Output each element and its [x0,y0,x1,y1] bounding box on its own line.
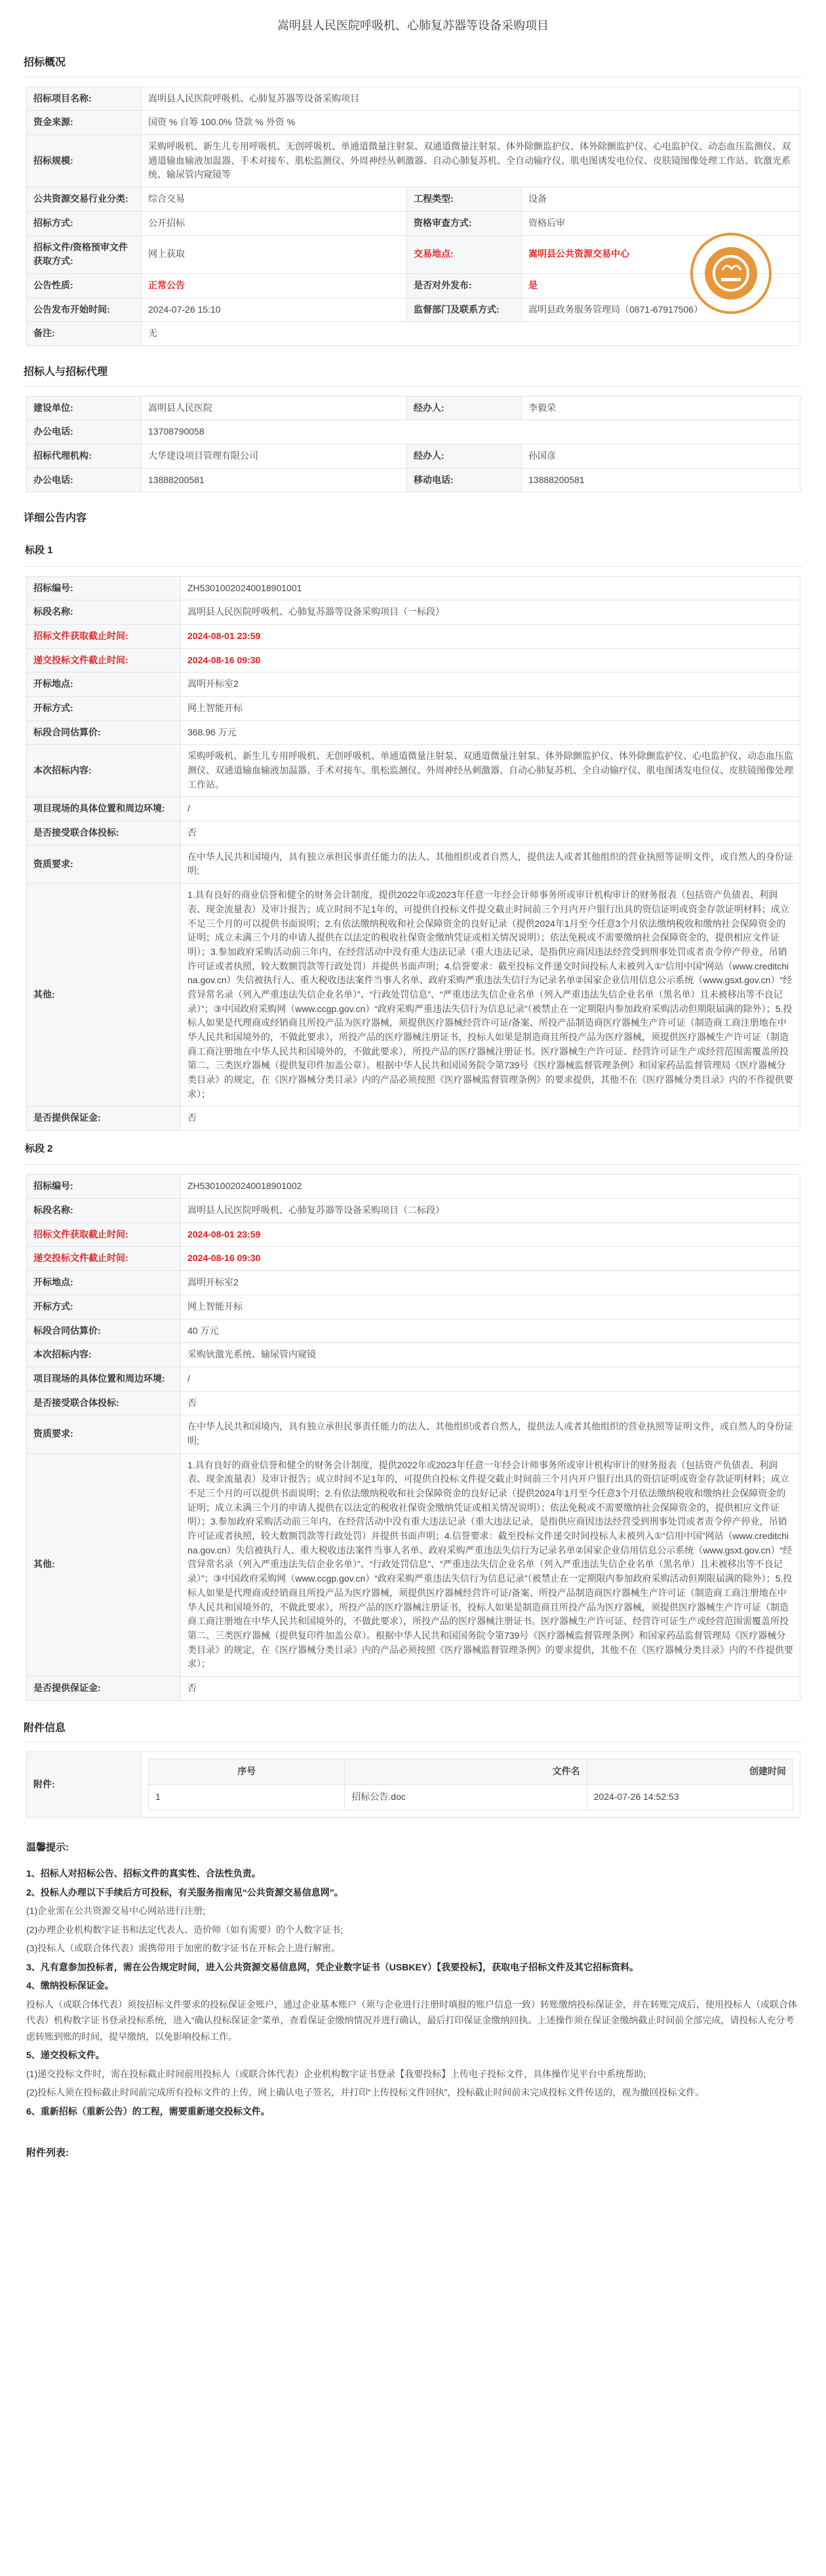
external-value: 是 [522,273,800,298]
table-row [27,845,800,883]
site-value: / [181,797,800,821]
parties-table [26,396,800,493]
table-row [27,1319,800,1343]
tip-item: 3、凡有意参加投标者，需在公告规定时间，进入公共资源交易信息网，凭企业数字证书（USBKEY）【我要投标】，获取电子招标文件及其它招标资料。 [26,1961,639,1972]
field-label: 开标方式: [27,1295,181,1319]
table-header-row [149,1759,793,1785]
section-title-overview: 招标概况 [24,56,66,68]
field-label: 是否提供保证金: [27,1676,181,1700]
field-label: 是否接受联合体投标: [27,1391,181,1415]
table-row [27,1343,800,1367]
phone-value: 13708790058 [142,420,800,444]
manager-value: 李毅荣 [522,396,800,420]
table-row [27,1271,800,1295]
field-label: 经办人: [407,444,522,469]
table-row [27,135,800,187]
column-header: 序号 [149,1759,345,1785]
field-label: 交易地点: [407,235,522,273]
section-title-parties: 招标人与招标代理 [24,366,108,378]
mobile-value: 13888200581 [522,468,800,492]
table-row [27,624,800,648]
open-method-value: 网上智能开标 [181,1295,800,1319]
field-label: 标段合同估算价: [27,720,181,745]
field-label: 递交投标文件截止时间: [27,648,181,673]
field-label: 招标方式: [27,211,142,235]
field-label: 招标编号: [27,1175,181,1199]
column-header: 创建时间 [587,1759,793,1785]
publish-time-value: 2024-07-26 15:10 [142,298,407,322]
table-row [27,444,800,469]
table-row [27,187,800,212]
table-row [27,1415,800,1453]
agency-value: 大华建设项目管理有限公司 [142,444,407,469]
table-row [27,1247,800,1271]
open-place-value: 嵩明开标室2 [181,673,800,697]
tip-item: (2)办理企业机构数字证书和法定代表人、造价师（如有需要）的个人数字证书; [26,1924,343,1935]
method-value: 公开招标 [142,211,407,235]
field-label: 资质要求: [27,845,181,883]
field-label: 移动电话: [407,468,522,492]
table-row [27,273,800,298]
category-value: 综合交易 [142,187,407,212]
credit-value: 否 [181,1106,800,1131]
page-title: 嵩明县人民医院呼吸机、心肺复苏器等设备采购项目 [277,19,549,32]
field-label: 资金来源: [27,111,142,135]
venue-value: 嵩明县公共资源交易中心 [522,235,800,273]
seg-value: 嵩明县人民医院呼吸机、心肺复苏器等设备采购项目（二标段） [181,1199,800,1223]
section-title-attachment: 附件信息 [24,1722,66,1734]
lot-table [26,1174,800,1700]
tips-title: 温馨提示: [26,1841,69,1853]
field-label: 是否接受联合体投标: [27,821,181,846]
field-label: 标段合同估算价: [27,1319,181,1343]
table-row [27,720,800,745]
table-cell: 2024-07-26 14:52:53 [587,1785,793,1810]
tenderer-value: 嵩明县人民医院 [142,396,407,420]
lot-title: 标段 2 [25,1143,53,1155]
tip-item: (1)递交投标文件时，需在投标截止时间前用投标人（或联合体代表）企业机构数字证书登录【我要投标】上传电子投标文件，具体操作见平台中系统帮助; [26,2068,646,2079]
attachment-file-link[interactable]: 招标公告.doc [345,1785,587,1810]
tip-item: 2、投标人办理以下手续后方可投标，有关服务指南见“公共资源交易信息网”。 [26,1886,344,1898]
official-seal-icon [688,231,774,316]
table-row [27,420,800,444]
table-row [27,576,800,600]
file-deadline-value: 2024-08-01 23:59 [181,1222,800,1247]
tip-item: 1、招标人对招标公告、招标文件的真实性、合法性负责。 [26,1868,261,1879]
supervisor-value: 嵩明县政务服务管理局（0871-67917506） [522,298,800,322]
field-label: 递交投标文件截止时间: [27,1247,181,1271]
table-cell: 1 [149,1785,345,1810]
table-row [27,1752,800,1817]
tip-item: 6、重新招标（重新公告）的工程，需要重新递交投标文件。 [26,2105,270,2117]
bid-deadline-value: 2024-08-16 09:30 [181,648,800,673]
table-row [27,884,800,1106]
tips-list [24,1865,802,2119]
table-row [27,396,800,420]
field-label: 公告发布开始时间: [27,298,142,322]
table-row [27,1676,800,1700]
table-row [27,821,800,846]
field-label: 办公电话: [27,420,142,444]
field-label: 工程类型: [407,187,522,212]
table-row [27,1175,800,1199]
table-row [27,468,800,492]
table-row [27,600,800,625]
consortium-value: 否 [181,1391,800,1415]
field-label: 招标规模: [27,135,142,187]
field-label: 开标地点: [27,1271,181,1295]
table-row [27,745,800,797]
field-label: 项目现场的具体位置和周边环境: [27,797,181,821]
content-value: 采购钬激光系统、输尿管内窥镜 [181,1343,800,1367]
notice-type-value: 正常公告 [142,273,407,298]
content-value: 采购呼吸机、新生儿专用呼吸机、无创呼吸机、单通道微量注射泵、双通道微量注射泵、体外除颤监护仪、体外除颤监护仪、心电监护仪、动态血压监测仪、双通道输血输液加温器、手术对接车、肌松监测仪、外周神经丛刺激器、自动心肺复苏机、全自动输疗仪、肌电图诱发电位仪、皮肤镜图像处理工作站。 [181,745,800,797]
field-label: 建设单位: [27,396,142,420]
field-label: 招标文件获取截止时间: [27,624,181,648]
tip-item: 投标人（或联合体代表）须按招标文件要求的投标保证金账户，通过企业基本账户（须与企业进行注册时填报的账户信息一致）转账缴纳投标保证金，并在转账完成后，使用投标人（或联合体代表）机构数字证书登录投标系统，进入“确认投标保证金”菜单，查看保证金缴纳情况并进行确认，最后打印保证金缴纳回执。上述操作须在保证金缴纳截止时间前全部完成，请投标人充分考虑转账到账的时间，提早缴纳，以免影响投标工作。 [26,1999,797,2042]
field-label: 招标项目名称: [27,87,142,111]
table-row [27,87,800,111]
field-label: 公告性质: [27,273,142,298]
field-label: 开标方式: [27,696,181,720]
table-row [27,1295,800,1319]
consortium-value: 否 [181,821,800,846]
field-label: 资质要求: [27,1415,181,1453]
field-label: 招标文件/资格预审文件获取方式: [27,235,142,273]
contract-value: 40 万元 [181,1319,800,1343]
tip-item: 5、递交投标文件。 [26,2050,105,2061]
code-value: ZH53010020240018901001 [181,576,800,600]
field-label: 是否对外发布: [407,273,522,298]
field-label: 标段名称: [27,1199,181,1223]
contract-value: 368.96 万元 [181,720,800,745]
table-row [27,1367,800,1391]
field-label: 本次招标内容: [27,1343,181,1367]
bid-deadline-value: 2024-08-16 09:30 [181,1247,800,1271]
lot-table [26,576,800,1131]
credit-value: 否 [181,1676,800,1700]
attachment-table [26,1751,800,1817]
field-label: 项目现场的具体位置和周边环境: [27,1367,181,1391]
table-row [27,111,800,135]
overview-table [26,87,800,346]
field-label: 资格审查方式: [407,211,522,235]
other-value: 1.具有良好的商业信誉和健全的财务会计制度，提供2022年或2023年任意一年经会计师事务所或审计机构审计的财务报表（包括资产负债表、利润表、现金流量表）及审计报告；成立时间不足1年的，可提供自投标文件提交截止时间前三个月内开户银行出具的资信证明或资金存款证明材料；成立不足三个月的可以提供书面说明；2.有依法缴纳税收和社会保障资金的良好记录（提供2024年1月至今任意3个月依法缴纳税收和缴纳社会保障资金的证明；成立未满三个月的申请人提供在以法定的税收社保资金缴纳凭证或相关情况说明）；依法免税或不需要缴纳社会保障资金的，提供相应文件证明）；3.参加政府采购活动前三年内，在经营活动中没有重大违法记录（重大违法记录，是指供应商因违法经营受到刑事处罚或者责令停产停业，吊销许可证或者执照，较大数额罚款等行政处罚）并提供书面声明；4.信誉要求：截至投标文件递交时间投标人未被列入①“信用中国”网站（www.creditchina.gov.cn）失信被执行人、重大税收违法案件当事人名单、政府采购严重违法失信行为记录名单②国家企业信用信息公示系统（www.gsxt.gov.cn）“经营异常名录（列入严重违法失信企业名单）”、“行政处罚信息”、“严重违法失信企业名单（列入严重违法失信企业名单（黑名单）且未被移出等不良记录）”；③中国政府采购网（www.ccgp.gov.cn）“政府采购严重违法失信行为信息记录”（被禁止在一定期限内参加政府采购活动但期限届满的除外）；5.投标人如果是代理商或经销商且所投产品为医疗器械，须提供医疗器械经营许可证/备案、所投产品制造商医疗器械生产许可证（制造商工商注册地在中华人民共和国境外的，不做此要求），所投产品的医疗器械注册证书，投标人如果是制造商且所投产品为医疗器械，须提供医疗器械生产许可证（制造商工商注册地在中华人民共和国境外的，不做此要求），所投产品的医疗器械注册证书。医疗器械生产许可证、经营许可证生产或经营范围需覆盖所投第二、三类医疗器械（提供复印件加盖公章）。根据中华人民共和国国务院令第739号《医疗器械监督管理条例》和国家药品监督管理局《医疗器械分类目录》的规定，在《医疗器械分类目录》内的产品必须按照《医疗器械监督管理条例》的要求提供，其他不在《医疗器械分类目录》内的不作提供要求）； [181,1453,800,1676]
table-row [27,211,800,235]
table-row [27,235,800,273]
phone-value: 13888200581 [142,468,407,492]
field-label: 其他: [27,884,181,1106]
tip-item: 4、缴纳投标保证金。 [26,1980,114,1991]
field-label: 是否提供保证金: [27,1106,181,1131]
open-place-value: 嵩明开标室2 [181,1271,800,1295]
tip-item: (3)投标人（或联合体代表）需携带用于加密的数字证书在开标会上进行解密。 [26,1943,341,1954]
other-value: 1.具有良好的商业信誉和健全的财务会计制度，提供2022年或2023年任意一年经会计师事务所或审计机构审计的财务报表（包括资产负债表、利润表、现金流量表）及审计报告；成立时间不足1年的，可提供自投标文件提交截止时间前三个月内开户银行出具的资信证明或资金存款证明材料；成立不足三个月的可以提供书面说明；2.有依法缴纳税收和社会保障资金的良好记录（提供2024年1月至今任意3个月依法缴纳税收和缴纳社会保障资金的证明；成立未满三个月的申请人提供在以法定的税收社保资金缴纳凭证或相关情况说明）；依法免税或不需要缴纳社会保障资金的，提供相应文件证明）；3.参加政府采购活动前三年内，在经营活动中没有重大违法记录（重大违法记录，是指供应商因违法经营受到刑事处罚或者责令停产停业，吊销许可证或者执照，较大数额罚款等行政处罚）并提供书面声明；4.信誉要求：截至投标文件递交时间投标人未被列入①“信用中国”网站（www.creditchina.gov.cn）失信被执行人、重大税收违法案件当事人名单、政府采购严重违法失信行为记录名单②国家企业信用信息公示系统（www.gsxt.gov.cn）“经营异常名录（列入严重违法失信企业名单）”、“行政处罚信息”、“严重违法失信企业名单（列入严重违法失信企业名单（黑名单）且未被移出等不良记录）”；③中国政府采购网（www.ccgp.gov.cn）“政府采购严重违法失信行为信息记录”（被禁止在一定期限内参加政府采购活动但期限届满的除外）；5.投标人如果是代理商或经销商且所投产品为医疗器械，须提供医疗器械经营许可证/备案、所投产品制造商医疗器械生产许可证（制造商工商注册地在中华人民共和国境外的，不做此要求），所投产品的医疗器械注册证书，投标人如果是制造商且所投产品为医疗器械，须提供医疗器械生产许可证（制造商工商注册地在中华人民共和国境外的，不做此要求），所投产品的医疗器械注册证书。医疗器械生产许可证、经营许可证生产或经营范围需覆盖所投第二、三类医疗器械（提供复印件加盖公章）。根据中华人民共和国国务院令第739号《医疗器械监督管理条例》和国家药品监督管理局《医疗器械分类目录》的规定，在《医疗器械分类目录》内的产品必须按照《医疗器械监督管理条例》的要求提供，其他不在《医疗器械分类目录》内的不作提供要求）； [181,884,800,1106]
field-label: 公共资源交易行业分类: [27,187,142,212]
project-name-value: 嵩明县人民医院呼吸机、心肺复苏器等设备采购项目 [142,87,800,111]
field-label: 备注: [27,322,142,346]
table-row [27,1106,800,1131]
lot-title: 标段 1 [25,545,53,556]
manager-value: 孙国彦 [522,444,800,469]
open-method-value: 网上智能开标 [181,696,800,720]
table-row [27,673,800,697]
table-row [149,1785,793,1810]
table-row [27,648,800,673]
scale-value: 采购呼吸机、新生儿专用呼吸机、无创呼吸机、单通道微量注射泵、双通道微量注射泵、体外除颤监护仪、体外除颤监护仪、心电监护仪、动态血压监测仪、双通道输血输液加温器、手术对接车、肌松监测仪、外周神经丛刺激器、自动心肺复苏机、全自动输疗仪、肌电图诱发电位仪、皮肤镜图像处理工作站、软激光系统、输尿管内窥镜等 [142,135,800,187]
table-row [27,322,800,346]
field-label: 监督部门及联系方式: [407,298,522,322]
review-value: 资格后审 [522,211,800,235]
field-label: 标段名称: [27,600,181,625]
field-label: 其他: [27,1453,181,1676]
obtain-value: 网上获取 [142,235,407,273]
table-row [27,797,800,821]
column-header: 文件名 [345,1759,587,1785]
engineering-type-value: 设备 [522,187,800,212]
tip-item: (1)企业需在公共资源交易中心网站进行注册; [26,1905,205,1917]
field-label: 本次招标内容: [27,745,181,797]
qualification-value: 在中华人民共和国境内，具有独立承担民事责任能力的法人、其他组织或者自然人，提供法人或者其他组织的营业执照等证明文件，或自然人的身份证明; [181,1415,800,1453]
table-row [27,1453,800,1676]
site-value: / [181,1367,800,1391]
table-row [27,696,800,720]
fund-source-value: 国资 % 自筹 100.0% 贷款 % 外资 % [142,111,800,135]
field-label: 开标地点: [27,673,181,697]
field-label: 办公电话: [27,468,142,492]
tip-item: (2)投标人须在投标截止时间前完成所有投标文件的上传，网上确认电子签名，并打印“上传投标文件回执”，投标截止时间前未完成投标文件传送的，视为撤回投标文件。 [26,2087,705,2098]
field-label: 经办人: [407,396,522,420]
seg-value: 嵩明县人民医院呼吸机、心肺复苏器等设备采购项目（一标段） [181,600,800,625]
attachment-list-label: 附件列表: [26,2147,69,2159]
field-label: 招标代理机构: [27,444,142,469]
attachment-list [148,1759,793,1810]
lots-container [24,543,802,1700]
table-row [27,298,800,322]
table-row [27,1199,800,1223]
field-label: 招标文件获取截止时间: [27,1222,181,1247]
table-row [27,1391,800,1415]
code-value: ZH53010020240018901002 [181,1175,800,1199]
table-row [27,1222,800,1247]
field-label: 附件: [27,1752,142,1817]
qualification-value: 在中华人民共和国境内，具有独立承担民事责任能力的法人、其他组织或者自然人，提供法人或者其他组织的营业执照等证明文件，或自然人的身份证明; [181,845,800,883]
field-label: 招标编号: [27,576,181,600]
file-deadline-value: 2024-08-01 23:59 [181,624,800,648]
section-title-detail: 详细公告内容 [24,513,87,524]
remark-value: 无 [142,322,800,346]
